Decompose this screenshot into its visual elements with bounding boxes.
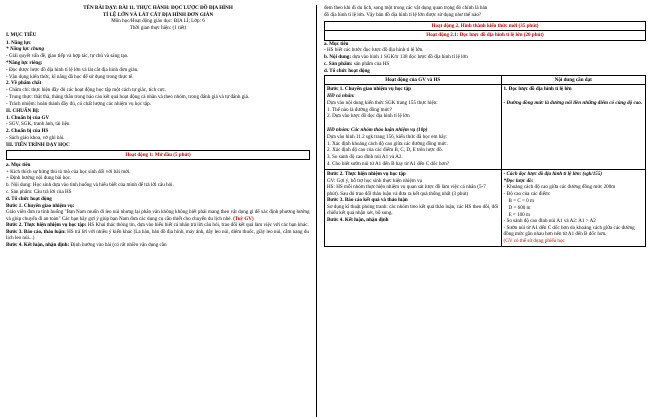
- activity1-line: Giáo viên đưa ra tình huống "Bạn Nam muốn đi leo núi nhưng lại phân vân không không biết phải mang theo vật dụng gì để xác định phương hướng và giúp chuyến đi an toàn" Các bạn hãy gợi ý giúp bạn Nam đưa các dụng cụ cần thiết cho chuyến du lịch nhé. (Tuỳ GV): [6, 209, 310, 222]
- prep-line: - Sách giáo khoa, vở ghi bài.: [6, 135, 65, 142]
- cell-line: - Khoảng cách độ cao giữa các đường đồng mức 200m: [503, 184, 616, 191]
- cell-line: - Đường đồng mức là đường nối liền những điểm có cùng độ cao.: [503, 99, 643, 106]
- cell-line: (GV có thể sử dụng phiếu học: [503, 238, 565, 245]
- cell-line: Bước 3. Báo cáo kết quả và thảo luận: [327, 197, 408, 204]
- table-cell-left: [325, 85, 502, 170]
- activity21-line: d. Tổ chức hoạt động: [324, 67, 370, 74]
- cell-line: B = C = 0 m: [508, 197, 534, 204]
- cell-line: Sơ dụng kĩ thuật phòng tranh: các nhóm treo kết quả thảo luận, các HS theo dõi, đối chiếu kết quả nhận xét, bổ sung.: [327, 204, 499, 217]
- cell-line: Bước 4. Kết luận, nhận định: [327, 217, 389, 224]
- activity1-line: d. Tổ chức hoạt động: [6, 195, 52, 202]
- activity1-text: Định hướng vào bài (có rất nhiều vận dụng cần: [69, 242, 167, 249]
- title-line-1: TÊN BÀI DẠY: BÀI 11. THỰC HÀNH: ĐỌC LƯỢC ĐỒ ĐỊA HÌNH: [83, 5, 233, 11]
- activity1-lead: Bước 3. Báo cáo, thảo luận:: [6, 229, 66, 236]
- activity21-line: [324, 61, 646, 67]
- activity-2-1-title: Hoạt động 2.1: Đọc lược đồ địa hình tỉ lệ lớn (20 phút): [324, 31, 646, 41]
- continuation-line-2: đồ địa hình tỉ lệ lớn. Vậy bản đồ địa hình tỉ lệ lớn được sử dụng như thế nào?: [324, 12, 482, 19]
- activity-2-1-body: [324, 41, 646, 74]
- activity-1-title: Hoạt động 1: Mở đầu (5 phút): [6, 150, 310, 161]
- activity-2-title: Hoạt động 2. Hình thành kiến thức mới (35 phút): [324, 21, 646, 32]
- cell-line: HĐ nhóm: Các nhóm thảo luận nhiệm vụ (10p): [327, 126, 428, 133]
- continuation-line-1: đem theo khi đi du lịch, song một trong các vật dụng quan trọng đó chính là bản: [324, 5, 488, 11]
- objective-line: *Năng lực riêng:: [6, 59, 43, 66]
- cell-line: [327, 120, 499, 126]
- section-objectives-heading: I. MỤC TIÊU: [6, 32, 37, 39]
- prep-line: 1. Chuẩn bị của GV: [6, 114, 50, 121]
- section-prep-heading: II. CHUẨN BỊ:: [6, 107, 40, 114]
- cell-line: E = 100 m: [508, 211, 530, 218]
- table-header-row: [325, 75, 646, 85]
- title-line-2: TỈ LỆ LỚN VÀ LÁT CẮT ĐỊA HÌNH ĐƠN GIẢN: [102, 11, 214, 18]
- activity1-line: [6, 222, 310, 228]
- cell-line: GV: Gợi ý, hỗ trợ học sinh thực hiện nhiệm vụ: [327, 177, 423, 184]
- activity1-lead: Bước 2. Thực hiện nhiệm vụ học tập:: [6, 222, 87, 229]
- left-column: [6, 5, 316, 417]
- table-body: [325, 85, 646, 247]
- objective-line: * Năng lực chung: [6, 46, 45, 53]
- objective-line: - Trách nhiệm: hoàn thành đầy đủ, có chất lượng các nhiệm vụ học tập.: [6, 100, 151, 107]
- objective-line: - Vận dụng kiến thức, kĩ năng đã học để sử dụng trong thực tế.: [6, 73, 134, 80]
- activity1-lead: Bước 4. Kết luận, nhận định:: [6, 242, 70, 249]
- activity1-line: b. Nội dung: Học sinh dựa vào tình huống và hiểu biết của mình để trả lời câu hỏi.: [6, 182, 174, 189]
- cell-line: Bước 2. Thực hiện nhiệm vụ học tập: [327, 170, 406, 177]
- activity21-text: sản phẩm của HS: [352, 61, 390, 68]
- cell-line: Bước 1. Chuyển giao nhiệm vụ học tập: [327, 86, 411, 93]
- lesson-subject: Môn học/Hoạt động giáo dục: ĐỊA LÍ; Lớp: 6: [111, 18, 205, 25]
- activity1-tail: (Tuỳ GV): [231, 215, 254, 222]
- right-column: [321, 5, 646, 417]
- section-prep-body: [6, 115, 310, 142]
- cell-line: - Sườn núi từ A1 đến C dốc hơn do khoảng cách giữa các đường đồng mức gần nhau hơn nên từ A1 đến B dốc hơn.: [503, 225, 635, 238]
- cell-line: HS: HS mỗi nhóm thực hiện nhiệm vụ quan sát lược đồ làm việc cá nhân (5-7 phút). Sau đó trao đổi thảo luận và đưa ra kết quả thống nhất (3 phút): [327, 184, 486, 197]
- objective-line: - Đọc được lược đồ địa hình tỉ lệ lớn và lát cắt địa hình đơn giản.: [6, 66, 139, 73]
- activity21-lead: c. Sản phẩm:: [324, 61, 353, 68]
- table-header-noidung: Nội dung cần đạt: [501, 75, 645, 85]
- cell-line: - Cách đọc lược đồ địa hình tỉ lệ lớn: (sgk/155): [503, 170, 603, 177]
- activity1-text: HS Khai thác thông tin, dựa vào hiểu biết cá nhân trả lời câu hỏi, trao đổi kết quả làm việc với các bạn khác.: [86, 222, 309, 229]
- objective-line: - Trung thực: thật thà, thẳng thắn trong báo cáo kết quả hoạt động cá nhân và theo nhóm, trong đánh giá và tự đánh giá.: [6, 93, 250, 100]
- table-row: [325, 85, 646, 170]
- activity21-text: dựa vào hình 1 SGK/tr 138 đọc lược đồ địa hình tỉ lệ lớn: [351, 54, 468, 61]
- table-cell-right: [501, 85, 645, 170]
- cell-line: 4. Cho biết sườn núi từ A1 đến B hay từ A1 đến C dốc hơn?: [327, 160, 450, 167]
- lesson-title: [6, 5, 310, 18]
- cell-line: 1. Đọc lược đồ địa hình tỉ lệ lớn: [503, 86, 572, 93]
- objective-line: 1. Năng lực: [6, 39, 31, 46]
- objective-line: - Chăm chỉ: thực hiện đầy đủ các hoạt động học tập một cách tự giác, tích cực.: [6, 87, 167, 94]
- activity1-line: + Kích thích sự hứng thú tò mò của học sinh đối với bài mới.: [6, 168, 131, 175]
- activity1-line: + Định hướng nội dung bài học.: [6, 175, 72, 182]
- table-cell-right: [501, 169, 645, 246]
- cell-line: D = 600 m: [508, 204, 531, 211]
- cell-line: Dựa vào nội dung kiến thức SGK trang 155 thực hiện:: [327, 99, 438, 106]
- lesson-duration: Thời gian thực hiện: (1 tiết): [129, 25, 187, 32]
- cell-line: - Độ cao của các điểm:: [503, 191, 551, 198]
- activity1-line: [6, 242, 310, 248]
- activity-table: [324, 75, 646, 247]
- activity1-line: c. Sản phẩm: Câu trả lời của HS: [6, 189, 72, 196]
- activity21-line: [324, 54, 646, 60]
- activity-1-body: [6, 162, 310, 249]
- activity21-line: a. Mục tiêu: [324, 40, 349, 47]
- cell-line: HĐ cá nhân:: [327, 92, 355, 99]
- activity21-line: - HS biết các bước đọc lược đồ địa hình tỉ lệ lớn.: [324, 47, 424, 54]
- column-divider: [316, 5, 317, 417]
- activity1-line: a. Mục tiêu: [6, 161, 31, 168]
- cell-line: 2. Xác định độ cao của các điểm B, C, D, E trên lược đồ.: [327, 147, 443, 154]
- cell-line: 2. Dựa vào lược đồ đọc địa hình tỉ lệ lớn: [327, 113, 410, 120]
- section-process-heading: III. TIẾN TRÌNH DẠY HỌC: [6, 141, 70, 148]
- objective-line: - Giải quyết vấn đề, giao tiếp và hợp tác, tự chủ và sáng tạo.: [6, 53, 129, 60]
- cell-line: 1. Xác định khoảng cách độ cao giữa các đường đồng mức.: [327, 140, 448, 147]
- cell-line: *Đọc lược đồ:: [503, 177, 534, 184]
- activity1-line: Bước 1. Chuyển giao nhiệm vụ:: [6, 202, 75, 209]
- activity21-lead: b. Nội dung:: [324, 54, 352, 61]
- prep-line: 2. Chuẩn bị của HS: [6, 128, 49, 135]
- cell-line: 3. So sánh độ cao đỉnh núi A1 và A2.: [327, 154, 403, 161]
- activity1-text: HS trả lời với nhiều ý kiến khác (La bàn, bản đồ địa hình, máy ảnh, dây leo núi, diêm thuốc, giầy leo núi, cắm nang du lịch leo núi...): [6, 229, 309, 242]
- cell-line: Dựa vào hình 11.2 sgk trang 156, kiến thức đã học em hãy:: [327, 133, 448, 140]
- cell-line: 1. Thế nào là đường đồng mức?: [327, 106, 392, 113]
- table-row: [325, 169, 646, 246]
- objective-line: 2. Về phẩm chất: [6, 80, 42, 87]
- cell-line: [504, 93, 643, 99]
- cell-line: - So sánh độ cao đỉnh núi A1 và A2: A1 > A2: [503, 218, 596, 225]
- prep-line: - SGV, SGK, tranh ảnh, tài liệu: [6, 121, 70, 128]
- section-objectives-body: [6, 40, 310, 107]
- activity1-line: [6, 229, 310, 241]
- table-cell-left: [325, 169, 502, 246]
- table-header-gv-hs: Hoạt động của GV và HS: [325, 75, 502, 85]
